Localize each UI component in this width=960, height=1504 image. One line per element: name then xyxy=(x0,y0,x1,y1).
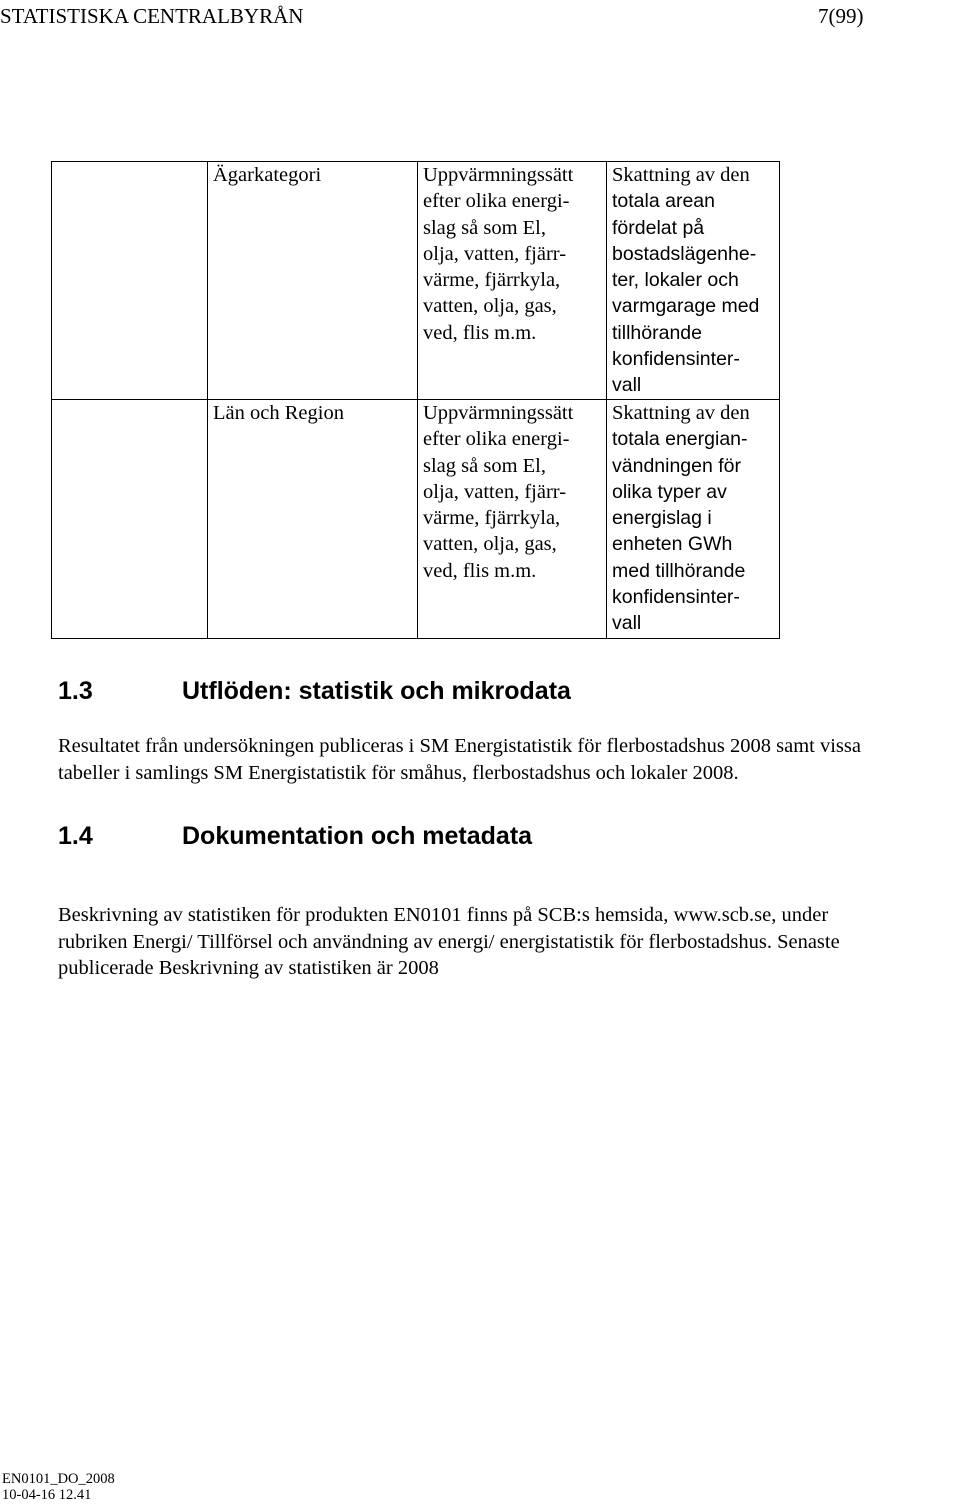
variable-name: Ägarkategori xyxy=(213,164,322,186)
breakdown-text: Uppvärmningssätt efter olika energi- slag så som El, olja, vatten, fjärr- värme, fjärrkyla, vatten, olja, gas, ved, flis m.m. xyxy=(423,402,574,582)
section-number: 1.4 xyxy=(58,822,93,850)
table-cell-breakdown xyxy=(418,400,607,639)
paragraph-line: Resultatet från undersökningen publiceras i SM Energistatistik för flerbostadshus 2008 samt vissa xyxy=(58,735,861,757)
estimate-text: Skattning av den totala arean fördelat på bostadslägenhe- ter, lokaler och varmgarage med tillhörande konfidensinter- vall xyxy=(612,164,760,397)
footer-timestamp: 10-04-16 12.41 xyxy=(2,1487,92,1503)
header-page-number: 7(99) xyxy=(818,4,864,28)
section-heading-1-3 xyxy=(58,676,571,706)
section-title: Utflöden: statistik och mikrodata xyxy=(182,677,571,705)
table-cell-empty xyxy=(52,400,208,639)
table-cell-empty xyxy=(52,162,208,400)
estimate-text: Skattning av den totala energian- vändningen för olika typer av energislag i enheten GWh med tillhörande konfidensinter- vall xyxy=(612,402,750,635)
section-heading-1-4 xyxy=(58,821,532,851)
table-cell-estimate xyxy=(607,400,780,639)
variable-name: Län och Region xyxy=(213,402,344,424)
section-title: Dokumentation och metadata xyxy=(182,822,533,850)
table-cell-variable xyxy=(208,162,418,400)
breakdown-text: Uppvärmningssätt efter olika energi- slag så som El, olja, vatten, fjärr- värme, fjärrkyla, vatten, olja, gas, ved, flis m.m. xyxy=(423,164,574,344)
paragraph-line: Beskrivning av statistiken för produkten EN0101 finns på SCB:s hemsida, www.scb.se, under xyxy=(58,904,829,926)
table-cell-estimate xyxy=(607,162,780,400)
paragraph-line: publicerade Beskrivning av statistiken är 2008 xyxy=(58,957,439,979)
section-1-3-paragraph xyxy=(58,733,960,786)
footer-doc-id: EN0101_DO_2008 xyxy=(2,1471,115,1487)
table-cell-variable xyxy=(208,400,418,639)
header-agency: STATISTISKA CENTRALBYRÅN xyxy=(0,4,304,28)
table-row xyxy=(52,162,780,400)
section-number: 1.3 xyxy=(58,677,93,705)
paragraph-line: rubriken Energi/ Tillförsel och användning av energi/ energistatistik för flerbostadshus. Senaste xyxy=(58,930,840,953)
table-cell-breakdown xyxy=(418,162,607,400)
section-1-4-paragraph xyxy=(58,902,960,982)
variables-table xyxy=(51,161,780,639)
table-row xyxy=(52,400,780,639)
paragraph-line: tabeller i samlings SM Energistatistik för småhus, flerbostadshus och lokaler 2008. xyxy=(58,761,739,784)
